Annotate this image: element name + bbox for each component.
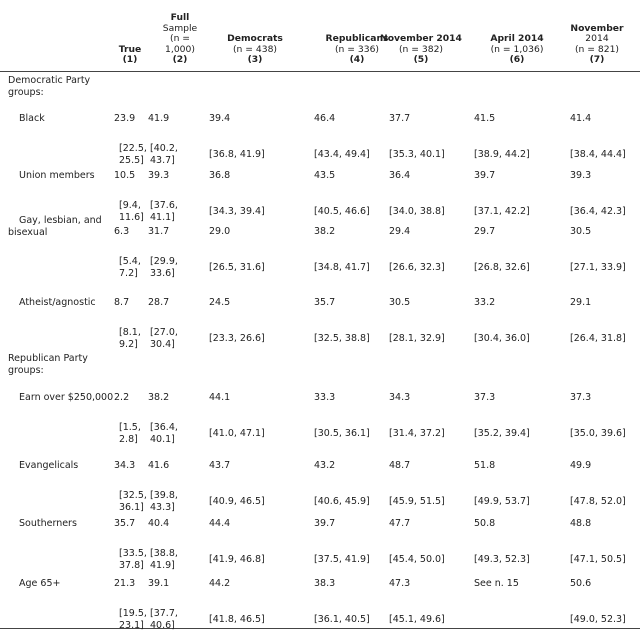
confidence-interval: [34.8, 41.7] (314, 262, 370, 273)
table-cell-value: 44.4 (209, 518, 231, 529)
column-header-line: (n = 1,036) (490, 43, 544, 55)
table-cell-value: 44.1 (209, 392, 231, 403)
table-cell-value: 39.3 (148, 170, 170, 181)
confidence-interval: [34.0, 38.8] (389, 206, 445, 217)
confidence-interval: [43.4, 49.4] (314, 149, 370, 160)
confidence-interval: [36.1, 40.5] (314, 614, 370, 625)
table-cell-value: 47.7 (389, 518, 411, 529)
confidence-interval: [1.5, 2.8] (119, 422, 141, 445)
row-label: Black (19, 113, 45, 124)
table-cell-value: 43.5 (314, 170, 336, 181)
table-cell-value: 39.3 (570, 170, 592, 181)
confidence-interval: [38.4, 44.4] (570, 149, 626, 160)
table-cell-value: 29.1 (570, 297, 592, 308)
confidence-interval: [36.8, 41.9] (209, 149, 265, 160)
confidence-interval: [36.4, 40.1] (150, 422, 178, 445)
confidence-interval: [22.5, 25.5] (119, 143, 147, 166)
column-header (562, 24, 632, 66)
confidence-interval: [41.0, 47.1] (209, 428, 265, 439)
table-cell-value: 8.7 (114, 297, 130, 308)
column-header-number: (2) (172, 54, 188, 66)
table-cell-value: 43.7 (209, 460, 231, 471)
confidence-interval: [26.5, 31.6] (209, 262, 265, 273)
section-title: Republican Party groups: (8, 353, 88, 376)
table-cell-value: 35.7 (114, 518, 136, 529)
table-cell-value: 50.6 (570, 578, 592, 589)
column-header-line: April 2014 (490, 33, 544, 45)
confidence-interval: [30.5, 36.1] (314, 428, 370, 439)
confidence-interval: [45.9, 51.5] (389, 496, 445, 507)
table-cell-value: 41.4 (570, 113, 592, 124)
column-header-line: Full (170, 12, 190, 23)
confidence-interval: [40.9, 46.5] (209, 496, 265, 507)
confidence-interval: [26.4, 31.8] (570, 333, 626, 344)
column-header-number: (6) (509, 54, 525, 66)
table-cell-value: 37.7 (389, 113, 411, 124)
column-header-line: 1,000) (165, 43, 195, 55)
table-cell-value: 41.6 (148, 460, 170, 471)
confidence-interval: [9.4, 11.6] (119, 200, 144, 223)
table-cell-value: 39.7 (474, 170, 496, 181)
table-cell-value: See n. 15 (474, 578, 519, 589)
table-cell-value: 21.3 (114, 578, 136, 589)
table-cell-value: 46.4 (314, 113, 336, 124)
confidence-interval: [45.1, 49.6] (389, 614, 445, 625)
confidence-interval: [33.5, 37.8] (119, 548, 147, 571)
table-cell-value: 38.2 (314, 226, 336, 237)
confidence-interval: [41.9, 46.8] (209, 554, 265, 565)
confidence-interval: [35.0, 39.6] (570, 428, 626, 439)
row-label: Union members (19, 170, 95, 181)
confidence-interval: [30.4, 36.0] (474, 333, 530, 344)
table-cell-value: 28.7 (148, 297, 170, 308)
table-cell-value: 48.8 (570, 518, 592, 529)
column-header-number: (5) (413, 54, 429, 66)
table-cell-value: 6.3 (114, 226, 130, 237)
row-label: Southerners (19, 518, 77, 529)
confidence-interval: [38.9, 44.2] (474, 149, 530, 160)
column-header-line: Democrats (227, 33, 283, 45)
table-cell-value: 39.7 (314, 518, 336, 529)
table-cell-value: 36.4 (389, 170, 411, 181)
column-header (110, 45, 150, 66)
column-header-line: Republicans (325, 33, 389, 45)
table-cell-value: 40.4 (148, 518, 170, 529)
confidence-interval: [35.3, 40.1] (389, 149, 445, 160)
table-cell-value: 49.9 (570, 460, 592, 471)
row-label: Earn over $250,000 (19, 392, 114, 403)
table-cell-value: 51.8 (474, 460, 496, 471)
table-cell-value: 35.7 (314, 297, 336, 308)
table-cell-value: 33.2 (474, 297, 496, 308)
table-cell-value: 44.2 (209, 578, 231, 589)
confidence-interval: [26.6, 32.3] (389, 262, 445, 273)
table-cell-value: 2.2 (114, 392, 130, 403)
column-header-line: (n = 382) (398, 43, 444, 55)
confidence-interval: [32.5, 38.8] (314, 333, 370, 344)
confidence-interval: [40.2, 43.7] (150, 143, 178, 166)
confidence-interval: [36.4, 42.3] (570, 206, 626, 217)
table-cell-value: 36.8 (209, 170, 231, 181)
column-header-line: 2014 (585, 33, 609, 45)
confidence-interval: [37.5, 41.9] (314, 554, 370, 565)
column-header (477, 34, 557, 66)
confidence-interval: [40.5, 46.6] (314, 206, 370, 217)
confidence-interval: [37.7, 40.6] (150, 608, 178, 631)
table-cell-value: 37.3 (474, 392, 496, 403)
confidence-interval: [49.3, 52.3] (474, 554, 530, 565)
confidence-interval: [39.8, 43.3] (150, 490, 178, 513)
confidence-interval: [49.0, 52.3] (570, 614, 626, 625)
table-cell-value: 50.8 (474, 518, 496, 529)
confidence-interval: [29.9, 33.6] (150, 256, 178, 279)
table-cell-value: 41.5 (474, 113, 496, 124)
confidence-interval: [26.8, 32.6] (474, 262, 530, 273)
confidence-interval: [27.0, 30.4] (150, 327, 178, 350)
confidence-interval: [38.8, 41.9] (150, 548, 178, 571)
confidence-interval: [19.5, 23.1] (119, 608, 147, 631)
table-cell-value: 10.5 (114, 170, 136, 181)
confidence-interval: [37.1, 42.2] (474, 206, 530, 217)
confidence-interval: [41.8, 46.5] (209, 614, 265, 625)
column-header-line: November (570, 22, 624, 34)
bottom-rule (0, 628, 640, 629)
column-header-line: (n = (169, 33, 191, 45)
confidence-interval: [28.1, 32.9] (389, 333, 445, 344)
table-cell-value: 24.5 (209, 297, 231, 308)
column-header-line: (n = 821) (574, 43, 620, 55)
confidence-interval: [47.8, 52.0] (570, 496, 626, 507)
row-label: Evangelicals (19, 460, 79, 471)
table-cell-value: 41.9 (148, 113, 170, 124)
column-header-line: (n = 438) (232, 43, 278, 55)
table-cell-value: 48.7 (389, 460, 411, 471)
table-cell-value: 23.9 (114, 113, 136, 124)
column-header-line: True (118, 43, 142, 55)
row-label: Age 65+ (19, 578, 61, 589)
column-header (155, 13, 205, 66)
table-cell-value: 37.3 (570, 392, 592, 403)
table-cell-value: 33.3 (314, 392, 336, 403)
confidence-interval: [31.4, 37.2] (389, 428, 445, 439)
table-cell-value: 29.4 (389, 226, 411, 237)
section-title: Democratic Party groups: (8, 75, 91, 98)
confidence-interval: [27.1, 33.9] (570, 262, 626, 273)
table-cell-value: 29.7 (474, 226, 496, 237)
confidence-interval: [47.1, 50.5] (570, 554, 626, 565)
table-cell-value: 29.0 (209, 226, 231, 237)
column-header-number: (7) (589, 54, 605, 66)
column-header-number: (4) (349, 54, 365, 66)
column-header-line: November 2014 (380, 33, 462, 45)
confidence-interval: [40.6, 45.9] (314, 496, 370, 507)
column-header (376, 34, 466, 66)
confidence-interval: [8.1, 9.2] (119, 327, 141, 350)
table-cell-value: 31.7 (148, 226, 170, 237)
table-cell-value: 39.1 (148, 578, 170, 589)
confidence-interval: [23.3, 26.6] (209, 333, 265, 344)
column-header (215, 34, 295, 66)
row-label: Atheist/agnostic (19, 297, 96, 308)
table-cell-value: 39.4 (209, 113, 231, 124)
table-cell-value: 47.3 (389, 578, 411, 589)
column-header-line: (n = 336) (334, 43, 380, 55)
column-header-number: (1) (122, 54, 138, 66)
column-header-line: Sample (162, 22, 198, 34)
header-rule (0, 71, 640, 72)
confidence-interval: [37.6, 41.1] (150, 200, 178, 223)
row-label: Gay, lesbian, and bisexual (8, 215, 102, 238)
table-cell-value: 38.3 (314, 578, 336, 589)
confidence-interval: [49.9, 53.7] (474, 496, 530, 507)
table-cell-value: 38.2 (148, 392, 170, 403)
confidence-interval: [32.5, 36.1] (119, 490, 147, 513)
confidence-interval: [45.4, 50.0] (389, 554, 445, 565)
column-header-number: (3) (247, 54, 263, 66)
confidence-interval: [34.3, 39.4] (209, 206, 265, 217)
table-cell-value: 34.3 (389, 392, 411, 403)
table-cell-value: 34.3 (114, 460, 136, 471)
table-cell-value: 30.5 (570, 226, 592, 237)
confidence-interval: [5.4, 7.2] (119, 256, 141, 279)
table-cell-value: 43.2 (314, 460, 336, 471)
table-cell-value: 30.5 (389, 297, 411, 308)
confidence-interval: [35.2, 39.4] (474, 428, 530, 439)
